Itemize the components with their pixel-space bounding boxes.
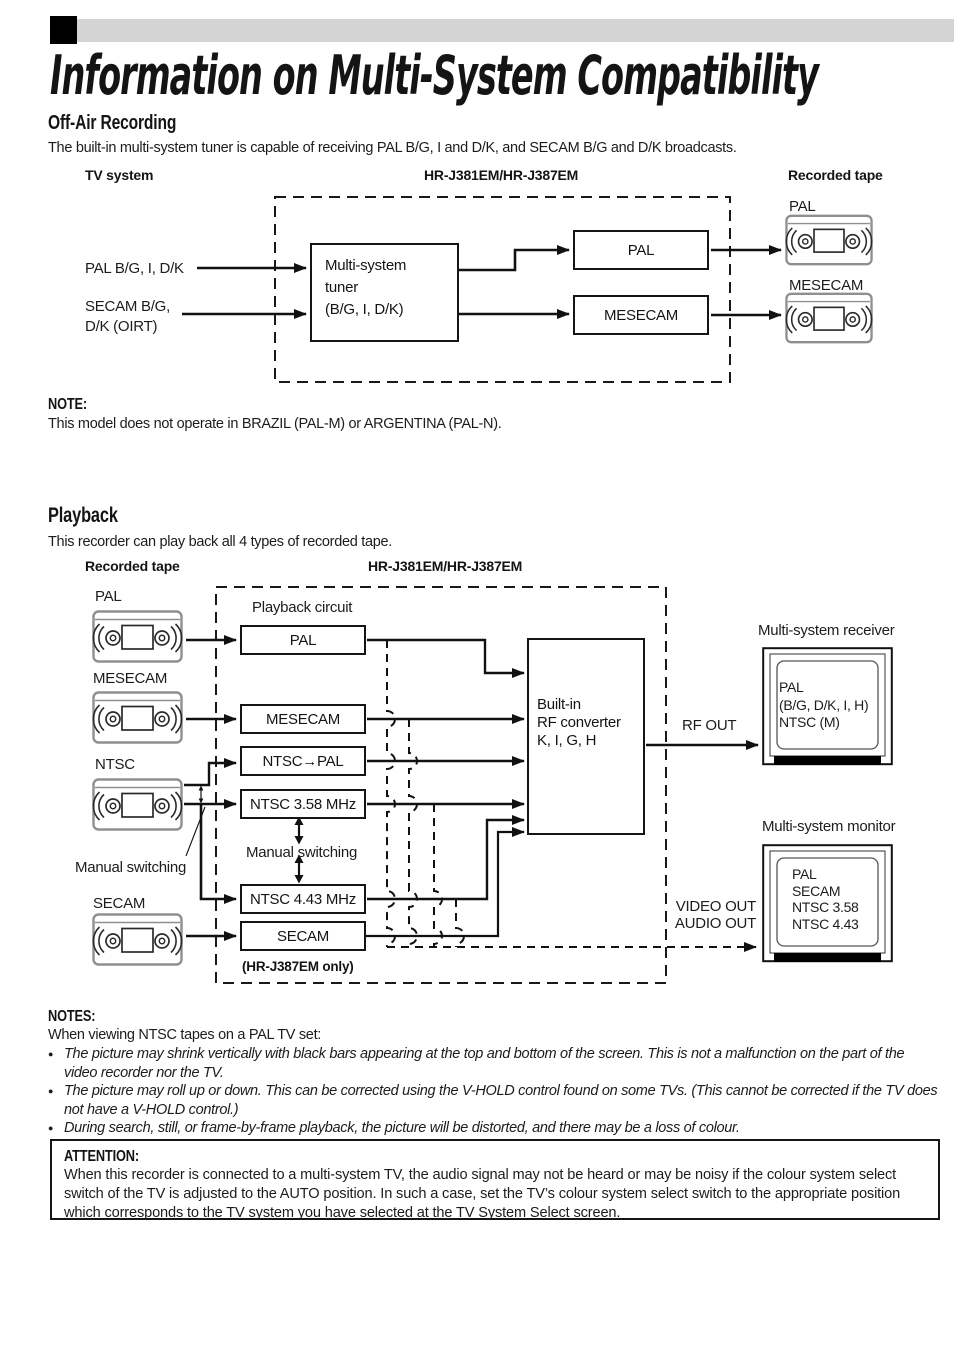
note-heading: NOTE: — [48, 396, 88, 413]
offair-heading: Off-Air Recording — [48, 112, 177, 134]
tuner-line2: tuner — [325, 279, 358, 296]
offair-tape-mesecam-label: MESECAM — [789, 277, 864, 294]
bullet-icon: ● — [48, 1123, 54, 1133]
multi-system-tuner-box — [310, 243, 459, 342]
vhs-cassette-icon — [785, 292, 873, 344]
circuit-ntsc-358-box: NTSC 3.58 MHz — [240, 789, 366, 819]
vhs-cassette-icon — [92, 778, 183, 831]
av-out-labels — [660, 898, 756, 932]
monitor-screen-text: PAL SECAM NTSC 3.58 NTSC 4.43 — [792, 866, 859, 932]
offair-mesecam-box: MESECAM — [573, 295, 709, 335]
notes-heading: NOTES: — [48, 1008, 96, 1025]
rf-converter-line2: RF converter — [537, 714, 621, 731]
offair-input-secam-line1: SECAM B/G, — [85, 298, 171, 315]
header-gray-bar — [77, 19, 954, 42]
offair-col-tv-system: TV system — [85, 167, 154, 183]
bullet-icon: ● — [48, 1086, 54, 1096]
rf-converter-box — [527, 638, 645, 835]
playback-tape-mesecam-label: MESECAM — [93, 670, 168, 687]
circuit-ntsc-443-box: NTSC 4.43 MHz — [240, 884, 366, 914]
notes-bullet-list — [48, 1045, 940, 1138]
circuit-mesecam-box: MESECAM — [240, 704, 366, 734]
rf-out-label: RF OUT — [682, 717, 737, 734]
playback-tape-ntsc-label: NTSC — [95, 756, 135, 773]
bullet-icon: ● — [48, 1049, 54, 1059]
offair-input-secam-line2: D/K (OIRT) — [85, 318, 158, 335]
vhs-cassette-icon — [92, 691, 183, 744]
offair-pal-box: PAL — [573, 230, 709, 270]
receiver-label: Multi-system receiver — [758, 622, 895, 639]
playback-intro: This recorder can play back all 4 types of recorded tape. — [48, 534, 392, 550]
circuit-pal-box: PAL — [240, 625, 366, 655]
attention-body: When this recorder is connected to a multi-system TV, the audio signal may not be heard or may be noisy if the colour system select switch of the TV is adjusted to the AUTO position. In such a case, set the TV’s colour system select switch to the appropriate position which corresponds to the TV system you have selected at the TV System Select screen. — [64, 1167, 901, 1221]
video-out-label: VIDEO OUT — [675, 898, 756, 915]
receiver-screen-text: PAL (B/G, D/K, I, H) NTSC (M) — [779, 679, 869, 730]
offair-col-model: HR-J381EM/HR-J387EM — [424, 167, 579, 183]
playback-tape-secam-label: SECAM — [93, 895, 146, 912]
header-black-square — [50, 16, 77, 44]
list-item: ● During search, still, or frame-by-frame playback, the picture will be distorted, and there may be a loss of colour. — [48, 1120, 740, 1136]
page-title: Information on Multi-System Compatibility — [50, 44, 819, 107]
list-item: ● The picture may roll up or down. This can be corrected using the V-HOLD control found on some TVs. (This cannot be corrected if the TV does not have a V-HOLD control.) — [48, 1083, 938, 1118]
circuit-ntsc-pal-box: NTSC→PAL — [240, 746, 366, 776]
playback-col-model: HR-J381EM/HR-J387EM — [368, 558, 523, 574]
audio-out-label: AUDIO OUT — [674, 915, 756, 932]
attention-heading: ATTENTION: — [64, 1148, 139, 1165]
list-item: ● The picture may shrink vertically with black bars appearing at the top and bottom of the screen. This is not a malfunction on the part of the video recorder nor the TV. — [48, 1046, 905, 1081]
offair-intro: The built-in multi-system tuner is capable of receiving PAL B/G, I and D/K, and SECAM B/G and D/K broadcasts. — [48, 140, 737, 156]
attention-box — [50, 1139, 940, 1220]
vhs-cassette-icon — [92, 913, 183, 966]
notes-intro: When viewing NTSC tapes on a PAL TV set: — [48, 1027, 322, 1043]
manual-switching-left-label: Manual switching — [75, 859, 187, 876]
rf-converter-line3: K, I, G, H — [537, 732, 597, 749]
note-body: This model does not operate in BRAZIL (PAL-M) or ARGENTINA (PAL-N). — [48, 416, 502, 432]
tuner-line3: (B/G, I, D/K) — [325, 301, 404, 318]
circuit-secam-box: SECAM — [240, 921, 366, 951]
playback-col-recorded-tape: Recorded tape — [85, 558, 180, 574]
offair-col-recorded-tape: Recorded tape — [788, 167, 883, 183]
offair-input-pal-label: PAL B/G, I, D/K — [85, 260, 184, 277]
playback-tape-pal-label: PAL — [95, 588, 122, 605]
offair-input-secam-label — [85, 297, 170, 337]
vhs-cassette-icon — [785, 214, 873, 266]
hr-j387em-only-label: (HR-J387EM only) — [242, 959, 354, 974]
tuner-line1: Multi-system — [325, 257, 407, 274]
monitor-label: Multi-system monitor — [762, 818, 896, 835]
offair-tape-pal-label: PAL — [789, 198, 816, 215]
playback-heading: Playback — [48, 504, 118, 527]
vhs-cassette-icon — [92, 610, 183, 663]
manual-switching-inner-label: Manual switching — [246, 844, 358, 861]
rf-converter-line1: Built-in — [537, 696, 581, 713]
playback-circuit-label: Playback circuit — [252, 599, 353, 616]
